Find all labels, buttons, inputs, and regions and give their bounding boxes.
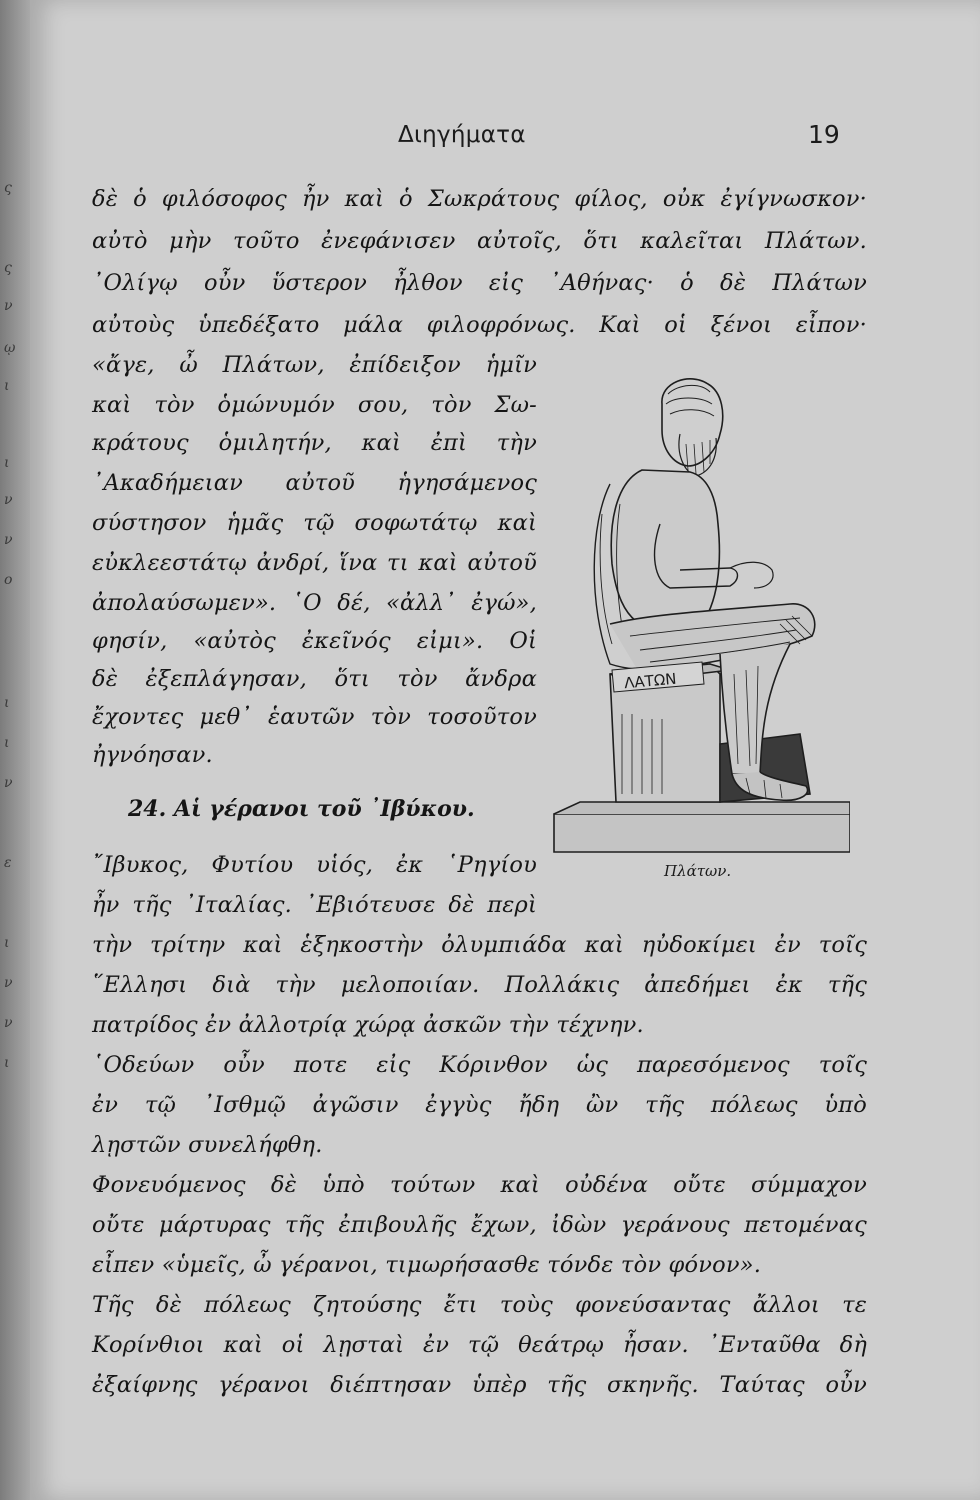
margin-mark: ι: [4, 378, 10, 394]
text-line: καὶ τὸν ὁμώνυμόν σου, τὸν Σω-: [92, 392, 537, 418]
text-line: «ἄγε, ὦ Πλάτων, ἐπίδειξον ἡμῖν: [92, 352, 537, 378]
facing-page-edge: [0, 0, 30, 1500]
text-line: Τῆς δὲ πόλεως ζητούσης ἔτι τοὺς φονεύσαντας ἄλλοι τε: [92, 1292, 867, 1318]
text-line: οὔτε μάρτυρας τῆς ἐπιβουλῆς ἔχων, ἰδὼν γεράνους πετομένας: [92, 1212, 867, 1238]
margin-mark: ι: [4, 735, 10, 751]
text-line: αὐτὸ μὴν τοῦτο ἐνεφάνισεν αὐτοῖς, ὅτι καλεῖται Πλάτων.: [92, 228, 867, 254]
section-heading: 24. Αἱ γέρανοι τοῦ ᾿Ιβύκου.: [128, 796, 475, 822]
statue-drawing: [550, 374, 850, 854]
page-header: [30, 118, 980, 154]
text-line: Φονευόμενος δὲ ὑπὸ τούτων καὶ οὐδένα οὔτε σύμμαχον: [92, 1172, 867, 1198]
text-line: ἔχοντες μεθ᾿ ἑαυτῶν τὸν τοσοῦτον: [92, 704, 537, 730]
text-line: ἠγνόησαν.: [92, 742, 213, 768]
margin-mark: ι: [4, 455, 10, 471]
margin-mark: ν: [4, 492, 13, 508]
text-line: ἐξαίφνης γέρανοι διέπτησαν ὑπὲρ τῆς σκηνῆς. Ταύτας οὖν: [92, 1372, 867, 1398]
text-line: δὲ ὁ φιλόσοφος ἦν καὶ ὁ Σωκράτους φίλος, οὐκ ἐγίγνωσκον·: [92, 186, 867, 212]
book-page: [30, 0, 980, 1500]
text-line: ἦν τῆς ᾿Ιταλίας. ᾿Εβιότευσε δὲ περὶ: [92, 892, 537, 918]
margin-mark: ι: [4, 1055, 10, 1071]
text-line: εἶπεν «ὑμεῖς, ὦ γέρανοι, τιμωρήσασθε τόνδε τὸν φόνον».: [92, 1252, 762, 1278]
text-line: ᾿Ακαδήμειαν αὐτοῦ ἡγησάμενος: [92, 470, 537, 496]
text-line: σύστησον ἡμᾶς τῷ σοφωτάτῳ καὶ: [92, 510, 537, 536]
text-line: ῾Οδεύων οὖν ποτε εἰς Κόρινθον ὡς παρεσόμενος τοῖς: [92, 1052, 867, 1078]
page-number: 19: [808, 120, 840, 149]
margin-mark: ς: [4, 260, 12, 276]
margin-mark: ν: [4, 298, 13, 314]
running-title: Διηγήματα: [398, 122, 526, 148]
margin-mark: ῳ: [4, 340, 16, 356]
margin-mark: ε: [4, 855, 12, 871]
text-line: εὐκλεεστάτῳ ἀνδρί, ἵνα τι καὶ αὐτοῦ: [92, 550, 537, 576]
text-line: ἐν τῷ ᾿Ισθμῷ ἀγῶσιν ἐγγὺς ἤδη ὢν τῆς πόλεως ὑπὸ: [92, 1092, 867, 1118]
text-line: ῎Ιβυκος, Φυτίου υἱός, ἐκ ῾Ρηγίου: [92, 852, 537, 878]
margin-mark: ν: [4, 532, 13, 548]
plato-statue-illustration: [550, 374, 850, 854]
text-line: πατρίδος ἐν ἀλλοτρίᾳ χώρᾳ ἀσκῶν τὴν τέχνην.: [92, 1012, 644, 1038]
text-line: φησίν, «αὐτὸς ἐκεῖνός εἰμι». Οἱ: [92, 628, 537, 654]
text-line: ἀπολαύσωμεν». ῾Ο δέ, «ἀλλ᾿ ἐγώ»,: [92, 590, 537, 616]
text-line: αὐτοὺς ὑπεδέξατο μάλα φιλοφρόνως. Καὶ οἱ ξένοι εἶπον·: [92, 312, 867, 338]
text-line: ᾿Ολίγῳ οὖν ὕστερον ἦλθον εἰς ᾿Αθήνας· ὁ δὲ Πλάτων: [92, 270, 867, 296]
statue-inscription: ΛΑΤΩΝ: [623, 669, 678, 693]
text-line: Κορίνθιοι καὶ οἱ λῃσταὶ ἐν τῷ θεάτρῳ ἦσαν. ᾿Ενταῦθα δὴ: [92, 1332, 867, 1358]
text-line: τὴν τρίτην καὶ ἑξηκοστὴν ὀλυμπιάδα καὶ ηὐδοκίμει ἐν τοῖς: [92, 932, 867, 958]
margin-mark: ς: [4, 180, 12, 196]
margin-mark: ι: [4, 935, 10, 951]
text-line: δὲ ἐξεπλάγησαν, ὅτι τὸν ἄνδρα: [92, 666, 537, 692]
margin-mark: ν: [4, 775, 13, 791]
text-line: κράτους ὁμιλητήν, καὶ ἐπὶ τὴν: [92, 430, 537, 456]
margin-mark: ν: [4, 1015, 13, 1031]
margin-mark: ν: [4, 975, 13, 991]
margin-mark: ο: [4, 572, 13, 588]
figure-caption: Πλάτων.: [664, 862, 732, 880]
margin-mark: ι: [4, 695, 10, 711]
text-line: ῞Ελλησι διὰ τὴν μελοποιίαν. Πολλάκις ἀπεδήμει ἐκ τῆς: [92, 972, 867, 998]
text-line: λῃστῶν συνελήφθη.: [92, 1132, 323, 1158]
